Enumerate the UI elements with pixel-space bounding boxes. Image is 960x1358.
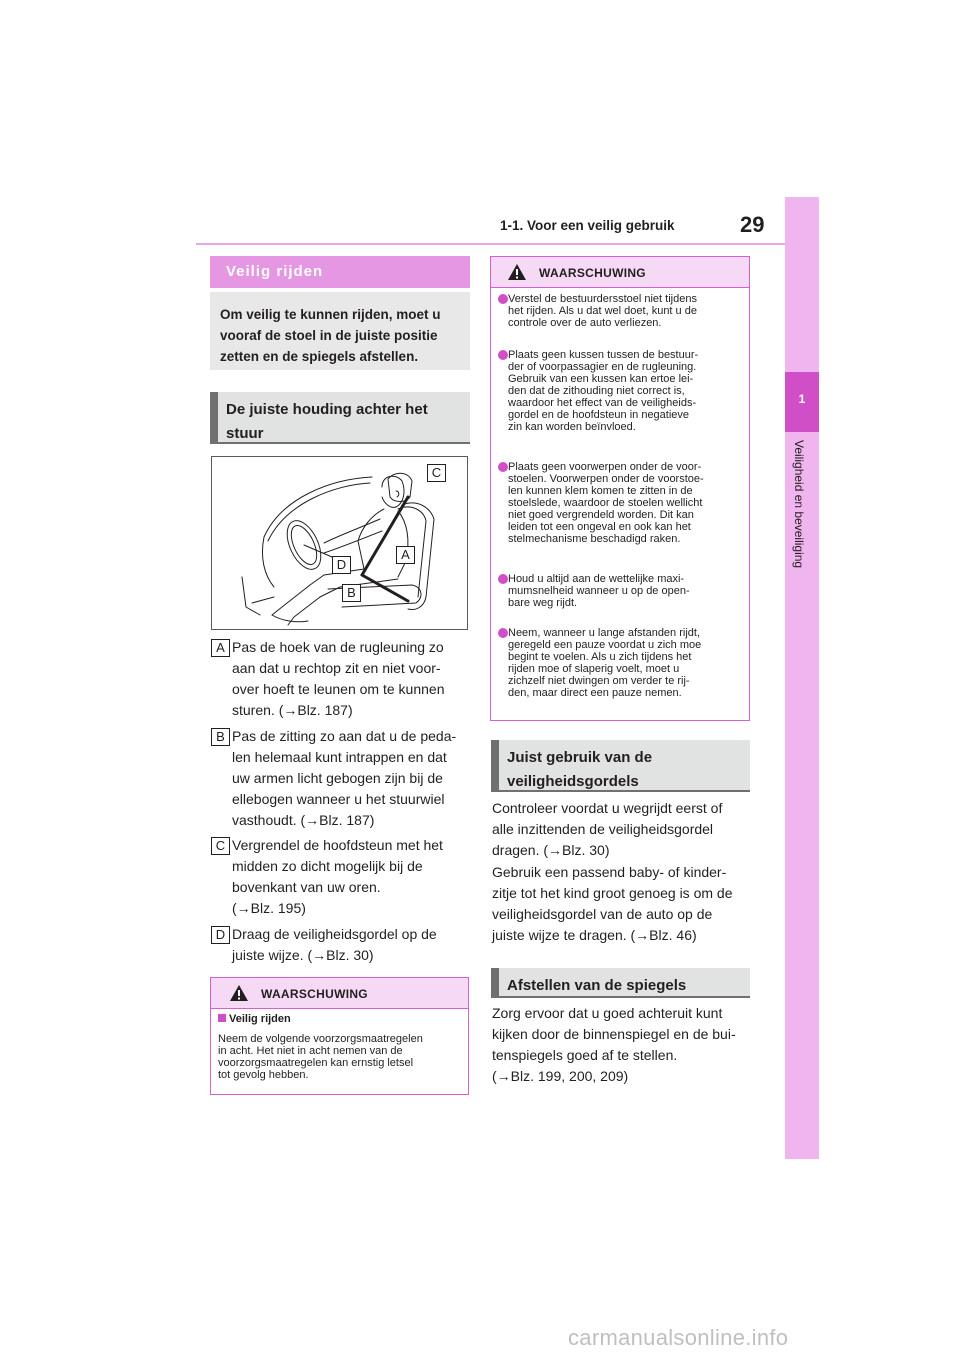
- figure-label-b: B: [342, 584, 361, 602]
- warning-box-safe-driving: [210, 977, 469, 1095]
- warning-title: WAARSCHUWING: [261, 987, 368, 1001]
- section-title: 1-1. Voor een veilig gebruik: [500, 218, 675, 233]
- warning-header: [211, 978, 468, 1009]
- figure-label-a: A: [396, 546, 415, 564]
- bullet-icon: [498, 294, 508, 304]
- item-label-d: D: [211, 926, 230, 944]
- section-heading: Veilig rijden: [210, 256, 470, 288]
- warning-triangle-icon: [507, 263, 527, 281]
- item-a-text: Pas de hoek van de rugleuning zo aan dat u rechtop zit en niet voor- over hoeft te leunen om te kunnen sturen. (→Blz. 187): [232, 639, 445, 718]
- header-rule: [196, 243, 786, 245]
- item-label-b: B: [211, 728, 230, 746]
- warning-subtitle: Veilig rijden: [218, 1013, 291, 1025]
- bullet-icon: [498, 462, 508, 472]
- chapter-number: 1: [798, 392, 806, 406]
- warning-bullet-5: Neem, wanneer u lange afstanden rijdt, geregeld een pauze voordat u zich moe begint te voelen. Als u zich tijdens het rijden moe of slaperig voelt, moet u zichzelf niet dwingen om verder te rij- den, maar direct een pauze nemen.: [508, 627, 702, 699]
- bullet-icon: [498, 574, 508, 584]
- chapter-tab: [785, 197, 819, 1159]
- page-number: 29: [740, 212, 765, 237]
- warning-bullet-1: Verstel de bestuurdersstoel niet tijdens het rijden. Als u dat wel doet, kunt u de controle over de auto verliezen.: [508, 293, 697, 329]
- figure-label-c: C: [427, 464, 446, 482]
- driver-posture-figure: [211, 456, 468, 630]
- driver-posture-illustration: [212, 457, 467, 629]
- seatbelt-paragraph-1: Controleer voordat u wegrijdt eerst of alle inzittenden de veiligheidsgordel dragen. (→Blz. 30): [492, 800, 723, 858]
- chapter-title: Veiligheid en beveiliging: [792, 440, 806, 569]
- item-b-text: Pas de zitting zo aan dat u de peda- len helemaal kunt intrappen en dat uw armen licht gebogen zijn bij de ellebogen wanneer u het stuurwiel vasthoudt. (→Blz. 187): [232, 728, 457, 828]
- warning-title: WAARSCHUWING: [539, 266, 646, 280]
- warning-box-seat: [490, 256, 750, 721]
- warning-text: Neem de volgende voorzorgsmaatregelen in acht. Het niet in acht nemen van de voorzorgsmaatregelen kan ernstig letsel tot gevolg hebben.: [218, 1033, 423, 1081]
- warning-bullet-2: Plaats geen kussen tussen de bestuur- der of voorpassagier en de rugleuning. Gebruik van een kussen kan ertoe lei- den dat de zithouding niet correct is, waardoor het effect van de veiligheids- gordel en de hoofdsteun in negatieve zin kan worden beïnvloed.: [508, 349, 699, 433]
- item-label-a: A: [211, 639, 230, 657]
- subheading-mirrors: Afstellen van de spiegels: [491, 968, 750, 998]
- mirror-paragraph: Zorg ervoor dat u goed achteruit kunt kijken door de binnenspiegel en de bui- tenspiegels goed af te stellen. (→Blz. 199, 200, 209): [492, 1005, 736, 1084]
- warning-header: [491, 257, 749, 288]
- intro-text: Om veilig te kunnen rijden, moet u vooraf de stoel in de juiste positie zetten en de spiegels afstellen.: [210, 292, 470, 370]
- item-label-c: C: [211, 837, 230, 855]
- watermark: carmanualsonline.info: [568, 1325, 789, 1350]
- item-c-text: Vergrendel de hoofdsteun met het midden zo dicht mogelijk bij de bovenkant van uw oren. (→Blz. 195): [232, 837, 443, 916]
- item-d-text: Draag de veiligheidsgordel op de juiste wijze. (→Blz. 30): [232, 926, 437, 963]
- bullet-icon: [498, 350, 508, 360]
- subheading-seatbelts: Juist gebruik van de veiligheidsgordels: [491, 740, 750, 792]
- warning-bullet-3: Plaats geen voorwerpen onder de voor- stoelen. Voorwerpen onder de voorstoe- len kunnen klem komen te zitten in de stoelslede, waardoor de stoelen wellicht niet goed vergrendeld worden. Dit kan leiden tot een ongeval en ook kan het stelmechanisme beschadigd raken.: [508, 461, 704, 545]
- bullet-icon: [498, 628, 508, 638]
- warning-bullet-4: Houd u altijd aan de wettelijke maxi- mumsnelheid wanneer u op de open- bare weg rijdt.: [508, 573, 690, 609]
- subheading-posture: De juiste houding achter het stuur: [210, 392, 470, 444]
- seatbelt-paragraph-2: Gebruik een passend baby- of kinder- zitje tot het kind groot genoeg is om de veiligheidsgordel van de auto op de juiste wijze te dragen. (→Blz. 46): [492, 864, 733, 943]
- square-bullet-icon: [218, 1014, 226, 1022]
- warning-triangle-icon: [229, 984, 249, 1002]
- figure-label-d: D: [332, 556, 351, 574]
